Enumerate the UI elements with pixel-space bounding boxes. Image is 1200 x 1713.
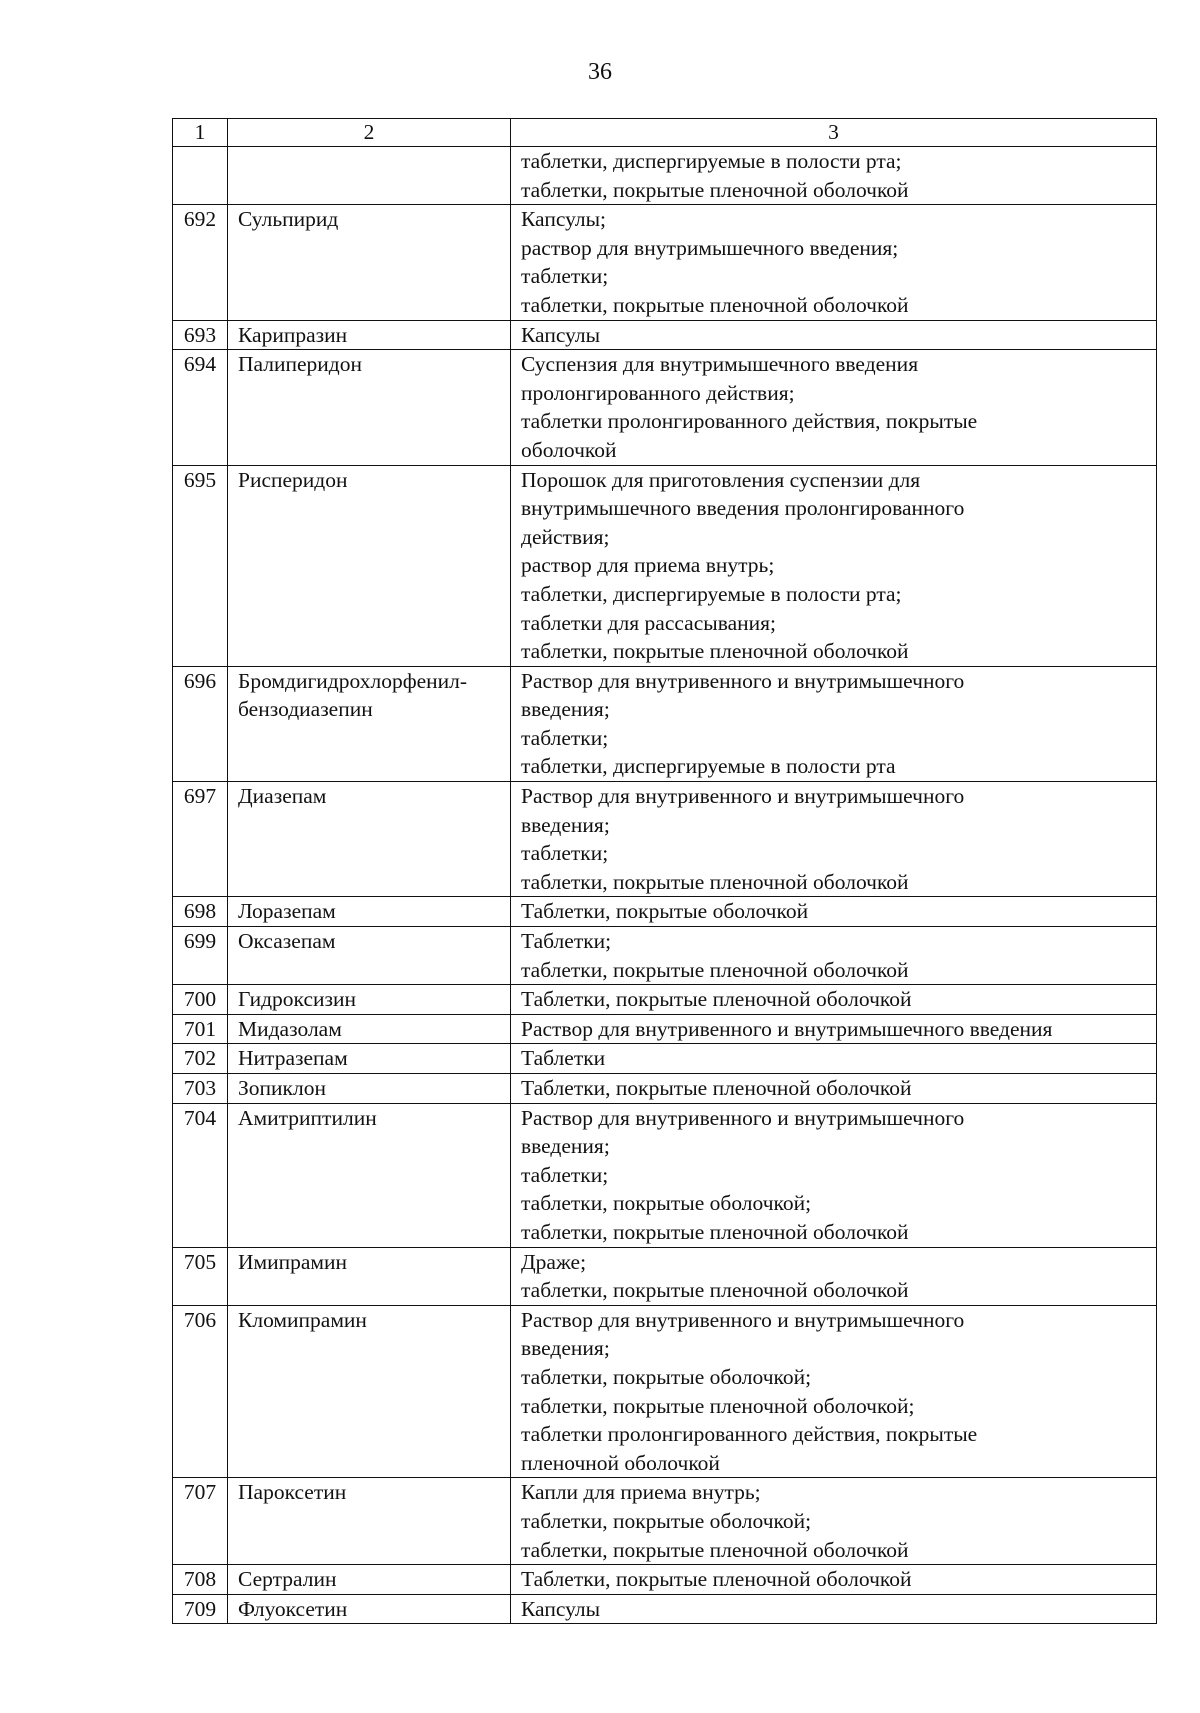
row-number: 699 [173,927,228,985]
dosage-form-line: таблетки, покрытые пленочной оболочкой; [521,1393,915,1418]
dosage-form-line: таблетки, диспергируемые в полости рта; [521,581,902,606]
row-number: 708 [173,1565,228,1595]
dosage-form-line: внутримышечного введения пролонгированного [521,496,965,521]
drug-name-line: Зопиклон [238,1076,326,1100]
dosage-forms-cell [511,147,1157,205]
header-cell-name: 2 [228,119,511,147]
drug-name-line: Сертралин [238,1567,337,1592]
drug-name-cell [228,1014,511,1044]
dosage-form-line: таблетки, покрытые оболочкой; [521,1508,812,1533]
dosage-forms-cell [511,1565,1157,1595]
row-number: 706 [173,1305,228,1478]
dosage-form-line: таблетки, покрытые пленочной оболочкой [521,957,909,982]
dosage-form-line: Таблетки, покрытые пленочной оболочкой [521,1076,912,1100]
dosage-forms-cell [511,350,1157,465]
table-row [173,1478,1157,1565]
dosage-form-line: таблетки, покрытые пленочной оболочкой [521,1219,909,1244]
row-number: 709 [173,1594,228,1624]
row-number: 703 [173,1074,228,1104]
dosage-forms-cell [511,465,1157,666]
dosage-form-line: таблетки для рассасывания; [521,610,776,635]
dosage-form-line: пленочной оболочкой [521,1450,720,1475]
drug-name-line: Диазепам [238,784,327,809]
drug-name-cell [228,1594,511,1624]
drug-name-cell [228,927,511,985]
drug-name-cell [228,320,511,350]
dosage-forms-cell [511,782,1157,897]
drug-name-line: Сульпирид [238,207,339,232]
table-row [173,1074,1157,1104]
drug-name-cell [228,147,511,205]
drug-name-cell [228,1478,511,1565]
dosage-form-line: введения; [521,1336,610,1361]
dosage-form-line: таблетки, диспергируемые в полости рта [521,754,896,779]
row-number: 705 [173,1247,228,1305]
table-row [173,1044,1157,1074]
dosage-form-line: действия; [521,524,610,549]
drug-list-table [172,118,1157,1624]
dosage-forms-cell [511,1594,1157,1624]
table-row [173,927,1157,985]
row-number: 695 [173,465,228,666]
dosage-form-line: таблетки, покрытые пленочной оболочкой [521,1537,909,1562]
table-row [173,985,1157,1015]
row-number: 692 [173,205,228,320]
dosage-form-line: таблетки, диспергируемые в полости рта; [521,149,902,173]
dosage-form-line: таблетки пролонгированного действия, покрытые [521,1422,978,1447]
dosage-form-line: введения; [521,697,610,722]
drug-name-cell [228,666,511,781]
dosage-form-line: Таблетки, покрытые пленочной оболочкой [521,1567,912,1592]
table-row [173,320,1157,350]
dosage-forms-cell [511,1103,1157,1247]
dosage-form-line: таблетки, покрытые оболочкой; [521,1191,812,1216]
table-row [173,782,1157,897]
dosage-form-line: Капли для приема внутрь; [521,1480,761,1505]
page-number: 36 [588,59,612,85]
drug-name-cell [228,1305,511,1478]
dosage-form-line: Капсулы; [521,207,607,232]
row-number: 696 [173,666,228,781]
dosage-form-line: введения; [521,812,610,837]
table-row [173,1247,1157,1305]
drug-name-line: Лоразепам [238,899,336,924]
drug-name-line: Нитразепам [238,1046,348,1071]
table-row [173,350,1157,465]
dosage-form-line: Раствор для внутривенного и внутримышечного [521,668,965,693]
dosage-forms-cell [511,1247,1157,1305]
dosage-forms-cell [511,666,1157,781]
dosage-form-line: Таблетки, покрытые оболочкой [521,899,809,924]
drug-name-line: Палиперидон [238,352,362,377]
dosage-form-line: таблетки пролонгированного действия, покрытые [521,409,978,434]
drug-name-line: Имипрамин [238,1249,348,1274]
dosage-form-line: Раствор для внутривенного и внутримышечного [521,1307,965,1332]
dosage-form-line: Таблетки, покрытые пленочной оболочкой [521,987,912,1012]
dosage-form-line: Раствор для внутривенного и внутримышечного [521,1105,965,1130]
drug-name-cell [228,465,511,666]
table-row [173,1565,1157,1595]
drug-name-cell [228,897,511,927]
row-number: 697 [173,782,228,897]
dosage-form-line: таблетки, покрытые пленочной оболочкой [521,869,909,894]
dosage-forms-cell [511,927,1157,985]
header-cell-number: 1 [173,119,228,147]
drug-name-line: Флуоксетин [238,1596,348,1621]
dosage-forms-cell [511,1305,1157,1478]
dosage-form-line: таблетки; [521,841,609,866]
drug-name-cell [228,350,511,465]
drug-name-line: Мидазолам [238,1016,342,1041]
drug-name-line: Амитриптилин [238,1105,377,1130]
dosage-form-line: Капсулы [521,1596,601,1621]
row-number: 693 [173,320,228,350]
table-row [173,1103,1157,1247]
header-row [173,119,1157,147]
dosage-form-line: Порошок для приготовления суспензии для [521,467,921,492]
dosage-forms-cell [511,205,1157,320]
drug-name-line: Гидроксизин [238,987,357,1012]
table-row [173,1014,1157,1044]
drug-name-cell [228,782,511,897]
drug-name-line: Карипразин [238,322,348,347]
drug-name-cell [228,1044,511,1074]
dosage-forms-cell [511,1074,1157,1104]
row-number: 698 [173,897,228,927]
row-number: 704 [173,1103,228,1247]
drug-name-line: Пароксетин [238,1480,347,1505]
table-row [173,666,1157,781]
dosage-forms-cell [511,985,1157,1015]
drug-name-cell [228,985,511,1015]
drug-name-line: Кломипрамин [238,1307,367,1332]
dosage-form-line: Драже; [521,1249,587,1274]
table-row [173,1305,1157,1478]
drug-name-cell [228,1247,511,1305]
table-row [173,465,1157,666]
table-row [173,1594,1157,1624]
dosage-forms-cell [511,320,1157,350]
dosage-form-line: таблетки; [521,1162,609,1187]
drug-name-line: Бромдигидрохлорфенил- [238,668,468,693]
dosage-forms-cell [511,1478,1157,1565]
table-row [173,897,1157,927]
dosage-form-line: введения; [521,1134,610,1159]
dosage-form-line: раствор для внутримышечного введения; [521,235,899,260]
dosage-forms-cell [511,1044,1157,1074]
table-row [173,205,1157,320]
row-number: 700 [173,985,228,1015]
drug-name-cell [228,1103,511,1247]
dosage-form-line: Капсулы [521,322,601,347]
header-cell-forms: 3 [511,119,1157,147]
drug-name-line: Рисперидон [238,467,348,492]
dosage-form-line: пролонгированного действия; [521,380,795,405]
dosage-form-line: Суспензия для внутримышечного введения [521,352,919,377]
row-number: 701 [173,1014,228,1044]
dosage-form-line: таблетки, покрытые пленочной оболочкой [521,1278,909,1303]
dosage-form-line: оболочкой [521,437,617,462]
row-number: 694 [173,350,228,465]
row-number [173,147,228,205]
dosage-form-line: таблетки, покрытые пленочной оболочкой [521,292,909,317]
dosage-form-line: Таблетки; [521,929,612,954]
dosage-form-line: Таблетки [521,1046,606,1071]
dosage-form-line: таблетки; [521,725,609,750]
drug-name-cell [228,1074,511,1104]
drug-name-line: Оксазепам [238,929,336,954]
table-body [173,119,1157,1624]
row-number: 702 [173,1044,228,1074]
dosage-form-line: таблетки, покрытые пленочной оболочкой [521,177,909,202]
dosage-form-line: таблетки, покрытые пленочной оболочкой [521,639,909,664]
dosage-form-line: раствор для приема внутрь; [521,553,775,578]
dosage-form-line: Раствор для внутривенного и внутримышечного [521,784,965,809]
dosage-forms-cell [511,897,1157,927]
dosage-forms-cell [511,1014,1157,1044]
dosage-form-line: таблетки, покрытые оболочкой; [521,1364,812,1389]
table-row [173,147,1157,205]
drug-name-cell [228,205,511,320]
drug-name-line: бензодиазепин [238,697,373,722]
row-number: 707 [173,1478,228,1565]
drug-name-cell [228,1565,511,1595]
dosage-form-line: Раствор для внутривенного и внутримышечного введения [521,1016,1053,1041]
dosage-form-line: таблетки; [521,264,609,289]
